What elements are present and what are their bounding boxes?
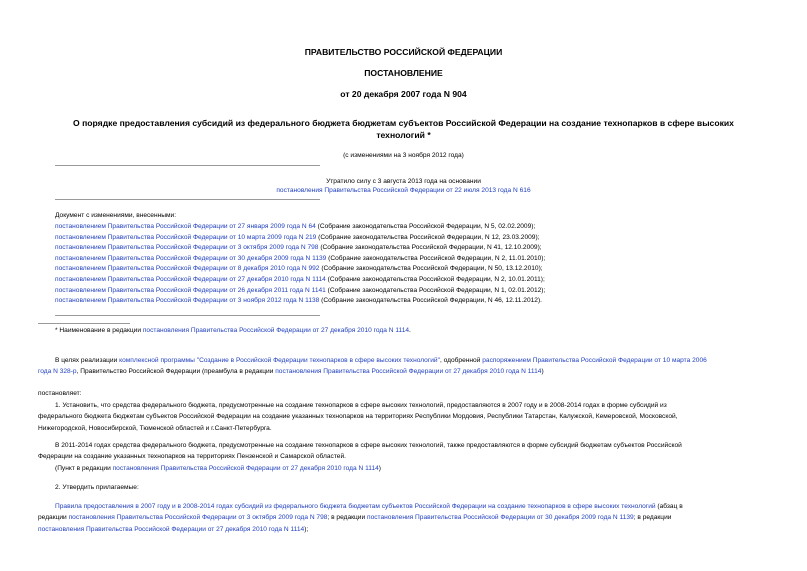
point-edition-link[interactable]: постановления Правительства Российской Федерации от 27 декабря 2010 года N 1114 [112,464,379,472]
amendment-item: постановлением Правительства Российской Федерации от 3 ноября 2012 года N 1138 (Собрание законодательства Российской Федерации, N 46, 12.11.2012). [55,297,542,305]
footnote-link[interactable]: постановления Правительства Российской Федерации от 27 декабря 2010 года N 1114 [142,327,410,334]
amendment-link[interactable]: постановлением Правительства Российской Федерации от 3 ноября 2012 года N 1138 [55,297,320,305]
amendment-item: постановлением Правительства Российской Федерации от 3 октября 2009 года N 798 (Собрание законодательства Российской Федерации, N 41, 12.10.2009); [55,244,542,252]
order-link[interactable]: распоряжением Правительства Российской Федерации от 10 марта 2006 [482,357,707,364]
amendment-link[interactable]: постановлением Правительства Российской Федерации от 3 октября 2009 года N 798 [55,244,319,252]
rules-link[interactable]: Правила предоставления в 2007 году и в 2008-2014 годах субсидий из федерального бюджета бюджетам субъектов Российской Федерации на создание технопарков в сфере высоких технологий [55,503,656,510]
amendments-list [55,222,755,307]
footnote: * Наименование в редакции постановления Правительства Российской Федерации от 27 декабря 2010 года N 1114. [55,327,411,334]
rules-paragraph: Правила предоставления в 2007 году и в 2008-2014 годах субсидий из федерального бюджета бюджетам субъектов Российской Федерации на создание технопарков в сфере высоких технологий (абзац в редакции постановления Правительства Российской Федерации от 3 октября 2009 года N 798; в редакции постановления Правительства Российской Федерации от 30 декабря 2009 года N 1139; в редакции постановления Правительства Российской Федерации от 27 декабря 2010 года N 1114); [38,503,683,533]
footnote-divider [38,323,130,324]
decides-text: постановляет: [38,390,82,397]
amendments-intro: Документ с изменениями, внесенными: [55,212,177,219]
amendment-link[interactable]: постановлением Правительства Российской Федерации от 27 января 2009 года N 64 [55,223,316,230]
lost-force-text: Утратило силу с 3 августа 2013 года на основании [326,178,481,185]
changes-note: (с изменениями на 3 ноября 2012 года) [343,152,464,159]
amendment-item: постановлением Правительства Российской Федерации от 8 декабря 2010 года N 992 (Собрание законодательства Российской Федерации, N 50, 13.12.2010); [55,265,543,273]
document-date-number: от 20 декабря 2007 года N 904 [340,89,467,99]
point-1-continued: В 2011-2014 годах средства федерального бюджета, предусмотренные на создание технопарков в сфере высоких технологий, также предоставляются в форме субсидий бюджетам субъектов Российской Федерации на создание указанных технопарков на территориях Пензенской и Самарской областей. (Пункт в редакции постановления Правительства Российской Федерации от 27 декабря 2010 года N 1114) [38,442,682,472]
preamble-edition-link[interactable]: постановления Правительства Российской Федерации от 27 декабря 2010 года N 1114 [275,368,542,376]
amendment-item: постановлением Правительства Российской Федерации от 30 декабря 2009 года N 1139 (Собрание законодательства Российской Федерации, N 2, 11.01.2010); [55,254,546,262]
amendment-link[interactable]: постановлением Правительства Российской Федерации от 10 марта 2009 года N 219 [55,233,317,241]
amendment-item: постановлением Правительства Российской Федерации от 27 января 2009 года N 64 (Собрание законодательства Российской Федерации, N 5, 02.02.2009); [55,223,536,230]
document-title-line2: технологий * [376,130,431,140]
government-heading: ПРАВИТЕЛЬСТВО РОССИЙСКОЙ ФЕДЕРАЦИИ [304,47,503,57]
point-2: 2. Утвердить прилагаемые: [55,484,139,491]
lost-force-line [0,186,807,197]
document-type: ПОСТАНОВЛЕНИЕ [364,68,443,78]
amendment-link[interactable]: постановлением Правительства Российской Федерации от 30 декабря 2009 года N 1139 [55,254,327,262]
divider [55,165,320,166]
amendment-link[interactable]: постановлением Правительства Российской Федерации от 27 декабря 2010 года N 1114 [55,275,326,283]
order-link-cont[interactable]: года N 328-р [38,368,77,376]
rules-edition-link-3[interactable]: постановления Правительства Российской Федерации от 27 декабря 2010 года N 1114 [38,525,305,533]
rules-edition-link-1[interactable]: постановления Правительства Российской Федерации от 3 октября 2009 года N 798 [68,514,328,522]
document-title-line1: О порядке предоставления субсидий из федерального бюджета бюджетам субъектов Российской Федерации на создание технопарков в сфере высоких [73,118,734,128]
lost-force-link[interactable]: постановления Правительства Российской Федерации от 22 июля 2013 года N 616 [276,187,531,194]
program-link[interactable]: комплексной программы "Создание в Российской Федерации технопарков в сфере высоких технологий" [119,357,440,364]
amendment-link[interactable]: постановлением Правительства Российской Федерации от 8 декабря 2010 года N 992 [55,265,320,273]
amendment-link[interactable]: постановлением Правительства Российской Федерации от 26 декабря 2011 года N 1141 [55,286,326,294]
amendment-item: постановлением Правительства Российской Федерации от 26 декабря 2011 года N 1141 (Собрание законодательства Российской Федерации, N 1, 02.01.2012); [55,286,546,294]
divider [55,315,320,316]
amendment-item: постановлением Правительства Российской Федерации от 10 марта 2009 года N 219 (Собрание законодательства Российской Федерации, N 12, 23.03.2009); [55,233,540,241]
rules-edition-link-2[interactable]: постановления Правительства Российской Федерации от 30 декабря 2009 года N 1139 [367,514,634,522]
amendment-item: постановлением Правительства Российской Федерации от 27 декабря 2010 года N 1114 (Собрание законодательства Российской Федерации, N 2, 10.01.2011); [55,275,545,283]
preamble: В целях реализации комплексной программы "Создание в Российской Федерации технопарков в сфере высоких технологий", одобренной распоряжением Правительства Российской Федерации от 10 марта 2006 года N 328-р, Правительство Российской Федерации (преамбула в редакции постановления Правительства Российской Федерации от 27 декабря 2010 года N 1114) [38,357,707,376]
point-1: 1. Установить, что средства федерального бюджета, предусмотренные на создание технопарков в сфере высоких технологий, предоставляются в 2007 году и в 2008-2014 годах в форме субсидий из федерального бюджета бюджетам субъектов Российской Федерации на создание указанных технопарков на территориях Республики Мордовия, Республики Татарстан, Калужской, Кемеровской, Московской, Нижегородской, Новосибирской, Тюменской областей и г.Санкт-Петербурга. [38,402,678,432]
divider [55,199,320,200]
